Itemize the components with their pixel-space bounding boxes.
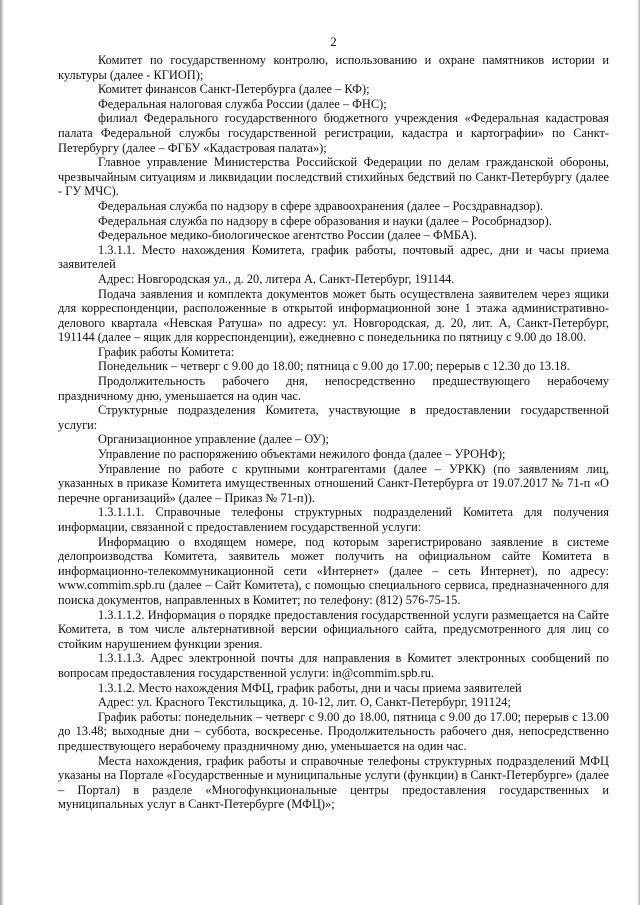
paragraph: Федеральная служба по надзору в сфере здравоохранения (далее – Росздравнадзор).	[98, 198, 543, 213]
page-number: 2	[330, 34, 337, 49]
paragraph: Комитет финансов Санкт-Петербурга (далее – КФ);	[98, 82, 370, 97]
section-heading: 1.3.1.1.1. Справочные телефоны структурных подразделений Комитета для получения информации, связанной с предоставлением государственной услуги:	[58, 505, 609, 534]
paragraph: Адрес: ул. Красного Текстильщика, д. 10-12, лит. О, Санкт-Петербург, 191124;	[98, 695, 511, 710]
section-heading: 1.3.1.2. Место нахождения МФЦ, график работы, дни и часы приема заявителей	[98, 680, 522, 695]
document-body	[58, 53, 609, 812]
paragraph: филиал Федерального государственного бюджетного учреждения «Федеральная кадастровая палата Федеральной службы государственной регистрации, кадастра и картографии» по Санкт-Петербургу (далее – ФГБУ «Кадастровая палата»);	[58, 111, 609, 155]
paragraph: 1.3.1.1.2. Информация о порядке предоставления государственной услуги размещается на Сайте Комитета, в том числе альтернативной версии официального сайта, предусмотренного для лиц со стойким нарушением функции зрения.	[58, 607, 609, 651]
paragraph: Продолжительность рабочего дня, непосредственно предшествующего нерабочему праздничному дню, уменьшается на один час.	[58, 374, 609, 403]
paragraph: График работы Комитета:	[98, 344, 235, 359]
paragraph: Федеральная налоговая служба России (далее – ФНС);	[98, 96, 387, 111]
paragraph: Комитет по государственному контролю, использованию и охране памятников истории и культуры (далее - КГИОП);	[58, 53, 609, 82]
paragraph: Управление по работе с крупными контрагентами (далее – УРКК) (по заявлениям лиц, указанных в приказе Комитета имущественных отношений Санкт-Петербурга от 19.07.2017 № 71-п «О перечне организаций» (далее – Приказ № 71-п)).	[58, 461, 609, 505]
paragraph: Федеральная служба по надзору в сфере образования и науки (далее – Рособрнадзор).	[98, 213, 552, 228]
paragraph: Организационное управление (далее – ОУ);	[98, 432, 329, 447]
paragraph: 1.3.1.1.3. Адрес электронной почты для направления в Комитет электронных сообщений по вопросам предоставления государственной услуги: in@commim.spb.ru.	[58, 651, 609, 680]
paragraph: Места нахождения, график работы и справочные телефоны структурных подразделений МФЦ указаны на Портале «Государственные и муниципальные услуги (функции) в Санкт-Петербурге» (далее – Портал) в разделе «Многофункциональные центры предоставления государственных и муниципальных услуг в Санкт-Петербурге (МФЦ)»;	[58, 753, 609, 812]
paragraph: Адрес: Новгородская ул., д. 20, литера А, Санкт-Петербург, 191144.	[98, 271, 455, 286]
paragraph: Управление по распоряжению объектами нежилого фонда (далее – УРОНФ);	[98, 447, 506, 462]
paragraph: График работы: понедельник – четверг с 9.00 до 18.00, пятница с 9.00 до 17.00; перерыв с 13.00 до 13.48; выходные дни – суббота, воскресенье. Продолжительность рабочего дня, непосредственно предшествующего нерабочему праздничному дню, уменьшается на один час.	[58, 709, 609, 753]
paragraph: Федеральное медико-биологическое агентство России (далее – ФМБА).	[98, 228, 477, 243]
paragraph: Информацию о входящем номере, под которым зарегистрировано заявление в системе делопроизводства Комитета, заявитель может получить на официальном сайте Комитета в информационно-телекоммуникационной сети «Интернет» (далее – сеть Интернет), по адресу: www.commim.spb.ru (далее – Сайт Комитета), с помощью специального сервиса, предназначенного для поиска документов, направленных в Комитет; по телефону: (812) 576-75-15.	[58, 534, 609, 607]
section-heading: 1.3.1.1. Место нахождения Комитета, график работы, почтовый адрес, дни и часы приема заявителей	[58, 242, 609, 272]
paragraph: Подача заявления и комплекта документов может быть осуществлена заявителем через ящики для корреспонденции, расположенные в открытой информационной зоне 1 этажа административно-делового квартала «Невская Ратуша» по адресу: ул. Новгородская, д. 20, лит. А, Санкт-Петербург, 191144 (далее – ящик для корреспонденции), ежедневно с понедельника по пятницу с 9.00 до 18.00.	[58, 286, 609, 345]
paragraph: Структурные подразделения Комитета, участвующие в предоставлении государственной услуги:	[58, 403, 609, 432]
paragraph: Понедельник – четверг с 9.00 до 18.00; пятница с 9.00 до 17.00; перерыв с 12.30 до 13.18.	[98, 359, 570, 374]
paragraph: Главное управление Министерства Российской Федерации по делам гражданской обороны, чрезвычайным ситуациям и ликвидации последствий стихийных бедствий по Санкт-Петербургу (далее - ГУ МЧС).	[58, 155, 609, 199]
